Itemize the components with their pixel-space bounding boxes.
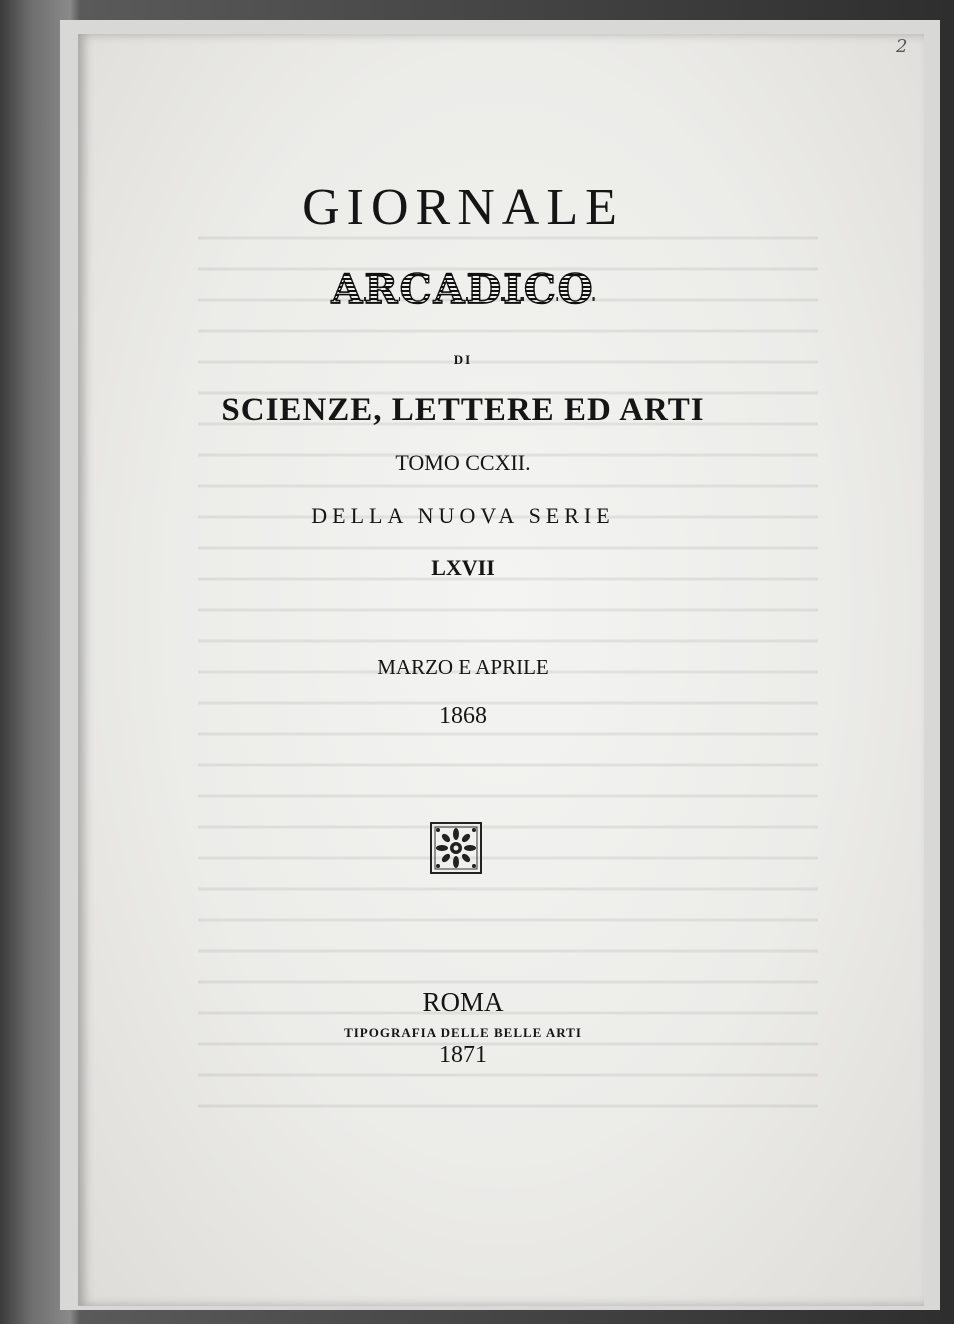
journal-scope: SCIENZE, LETTERE ED ARTI [221, 392, 705, 428]
volume-serie: DELLA NUOVA SERIE [311, 503, 615, 528]
imprint-city: ROMA [422, 987, 504, 1017]
imprint-printer: TIPOGRAFIA DELLE BELLE ARTI [344, 1025, 582, 1040]
imprint-year: 1871 [439, 1042, 487, 1068]
title-connector: DI [453, 352, 473, 367]
page-number: 2 [896, 36, 908, 57]
issue-year: 1868 [439, 703, 487, 729]
journal-subtitle [78, 266, 848, 313]
issue-months: MARZO E APRILE [377, 655, 549, 679]
volume-number: LXVII [431, 555, 495, 580]
volume-tomo: TOMO CCXII. [395, 450, 531, 475]
journal-title: GIORNALE [302, 179, 624, 236]
journal-subtitle-text: ARCADICO [331, 266, 595, 313]
printer-ornament-icon [430, 822, 482, 874]
